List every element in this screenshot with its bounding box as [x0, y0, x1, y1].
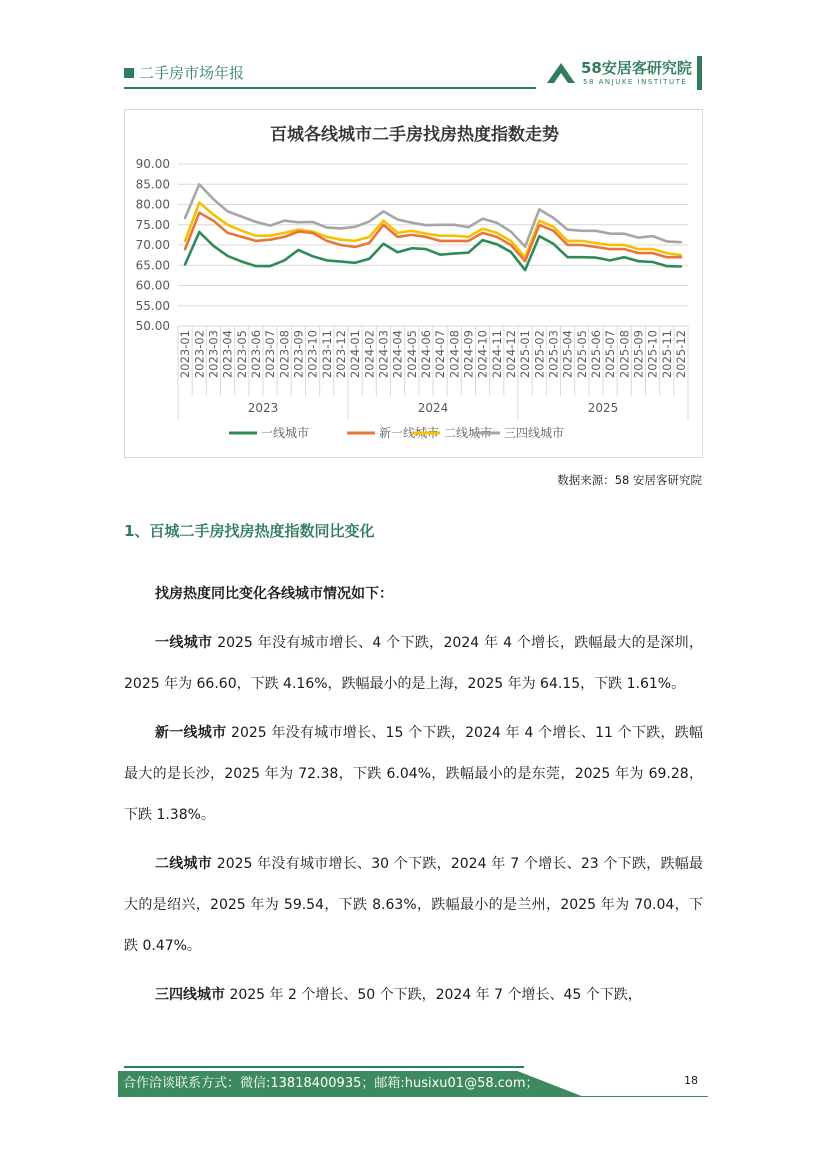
paragraph-tier3-4 [124, 975, 703, 1016]
y-tick-label: 50.00 [135, 319, 170, 333]
intro-paragraph: 找房热度同比变化各线城市情况如下： [155, 586, 393, 602]
paragraph-lead: 新一线城市 [155, 725, 227, 741]
x-tick-label: 2023-01 [178, 330, 193, 379]
y-tick-label: 70.00 [135, 238, 170, 252]
x-tick-label: 2023-12 [333, 330, 348, 379]
paragraph-lead: 二线城市 [155, 856, 213, 872]
logo-subtitle: 58 ANJUKE INSTITUTE [583, 78, 688, 86]
x-tick-label: 2023-05 [234, 330, 249, 379]
line-chart [125, 110, 704, 459]
x-tick-label: 2025-09 [631, 330, 646, 379]
header-accent-bar [697, 56, 702, 90]
x-tick-label: 2024-11 [489, 330, 504, 379]
x-tick-label: 2025-11 [659, 330, 674, 379]
legend-label: 新一线城市 [379, 426, 440, 440]
y-tick-label: 85.00 [135, 177, 170, 192]
paragraph-tier1 [124, 623, 703, 705]
logo-mountain-icon [545, 59, 579, 85]
paragraph-text: 2025 年没有城市增长、4 个下跌，2024 年 4 个增长，跌幅最大的是深圳，2025 年为 66.60，下跌 4.16%，跌幅最小的是上海，2025 年为 64.15，下跌 1.61%。 [124, 635, 704, 692]
footer-rule [118, 1096, 708, 1097]
x-tick-label: 2024-09 [461, 330, 476, 379]
x-tick-label: 2023-02 [192, 330, 207, 379]
x-tick-label: 2025-02 [532, 330, 547, 379]
series-line [185, 184, 681, 246]
x-tick-label: 2024-01 [348, 330, 363, 379]
footer-contact: 合作洽谈联系方式：微信:13818400935；邮箱:husixu01@58.com； [123, 1076, 539, 1091]
y-tick-label: 60.00 [135, 278, 170, 293]
x-tick-label: 2025-08 [617, 330, 632, 379]
paragraph-new-tier1 [124, 713, 703, 836]
y-tick-label: 80.00 [135, 197, 170, 212]
paragraph-lead: 一线城市 [155, 635, 213, 651]
x-tick-label: 2025-12 [673, 330, 688, 379]
header-square-icon [124, 68, 134, 78]
y-tick-label: 90.00 [135, 157, 170, 171]
x-tick-label: 2023-06 [248, 330, 263, 379]
x-tick-label: 2024-05 [404, 330, 419, 379]
x-tick-label: 2024-04 [390, 330, 405, 379]
x-tick-label: 2025-07 [603, 330, 618, 379]
y-tick-label: 55.00 [135, 298, 170, 313]
x-tick-label: 2024-12 [503, 330, 518, 379]
y-tick-label: 65.00 [135, 258, 170, 273]
x-tick-label: 2025-04 [560, 330, 575, 379]
x-tick-label: 2024-02 [362, 330, 377, 379]
x-tick-label: 2024-07 [433, 330, 448, 379]
page-number: 18 [684, 1074, 698, 1087]
x-tick-label: 2025-06 [588, 329, 603, 379]
chart-title: 百城各线城市二手房找房热度指数走势 [270, 125, 559, 145]
paragraph-lead: 三四线城市 [155, 987, 225, 1003]
x-tick-label: 2023-04 [220, 330, 235, 379]
x-tick-label: 2025-05 [574, 330, 589, 379]
x-tick-label: 2024-10 [475, 330, 490, 379]
paragraph-text: 2025 年 2 个增长、50 个下跌，2024 年 7 个增长、45 个下跌， [225, 987, 642, 1003]
year-label: 2024 [417, 401, 449, 415]
section-title: 1、百城二手房找房热度指数同比变化 [124, 522, 375, 540]
header-rule [124, 87, 536, 89]
logo [545, 57, 695, 91]
x-tick-label: 2023-08 [277, 330, 292, 379]
legend-label: 二线城市 [444, 426, 493, 440]
x-tick-label: 2025-01 [518, 330, 533, 379]
paragraph-text: 2025 年没有城市增长、15 个下跌，2024 年 4 个增长、11 个下跌，跌幅最大的是长沙，2025 年为 72.38，下跌 6.04%，跌幅最小的是东莞，2025 年为 69.28，下跌 1.38%。 [124, 725, 704, 823]
y-tick-label: 75.00 [135, 217, 170, 232]
footer-top-rule [124, 1066, 524, 1068]
x-tick-label: 2024-06 [418, 330, 433, 379]
paragraph-text: 2025 年没有城市增长、30 个下跌，2024 年 7 个增长、23 个下跌，跌幅最大的是绍兴，2025 年为 59.54，下跌 8.63%，跌幅最小的是兰州，2025 年为 70.04，下跌 0.47%。 [124, 856, 704, 954]
x-tick-label: 2023-11 [319, 330, 334, 379]
x-tick-label: 2023-07 [263, 330, 278, 379]
year-label: 2025 [587, 401, 619, 415]
x-tick-label: 2024-03 [376, 330, 391, 379]
chart-container [124, 109, 703, 458]
logo-name: 58安居客研究院 [581, 59, 692, 77]
x-tick-label: 2024-08 [447, 330, 462, 379]
x-tick-label: 2025-03 [546, 330, 561, 379]
x-tick-label: 2025-10 [645, 330, 660, 379]
paragraph-tier2 [124, 844, 703, 967]
year-label: 2023 [247, 401, 279, 415]
legend-label: 一线城市 [261, 426, 310, 440]
header-title: 二手房市场年报 [139, 64, 245, 82]
body-text [124, 574, 703, 1024]
x-tick-label: 2023-10 [305, 330, 320, 379]
x-tick-label: 2023-09 [291, 330, 306, 379]
x-tick-label: 2023-03 [206, 330, 221, 379]
data-source: 数据来源：58 安居客研究院 [557, 473, 702, 487]
legend-label: 三四线城市 [504, 426, 565, 440]
